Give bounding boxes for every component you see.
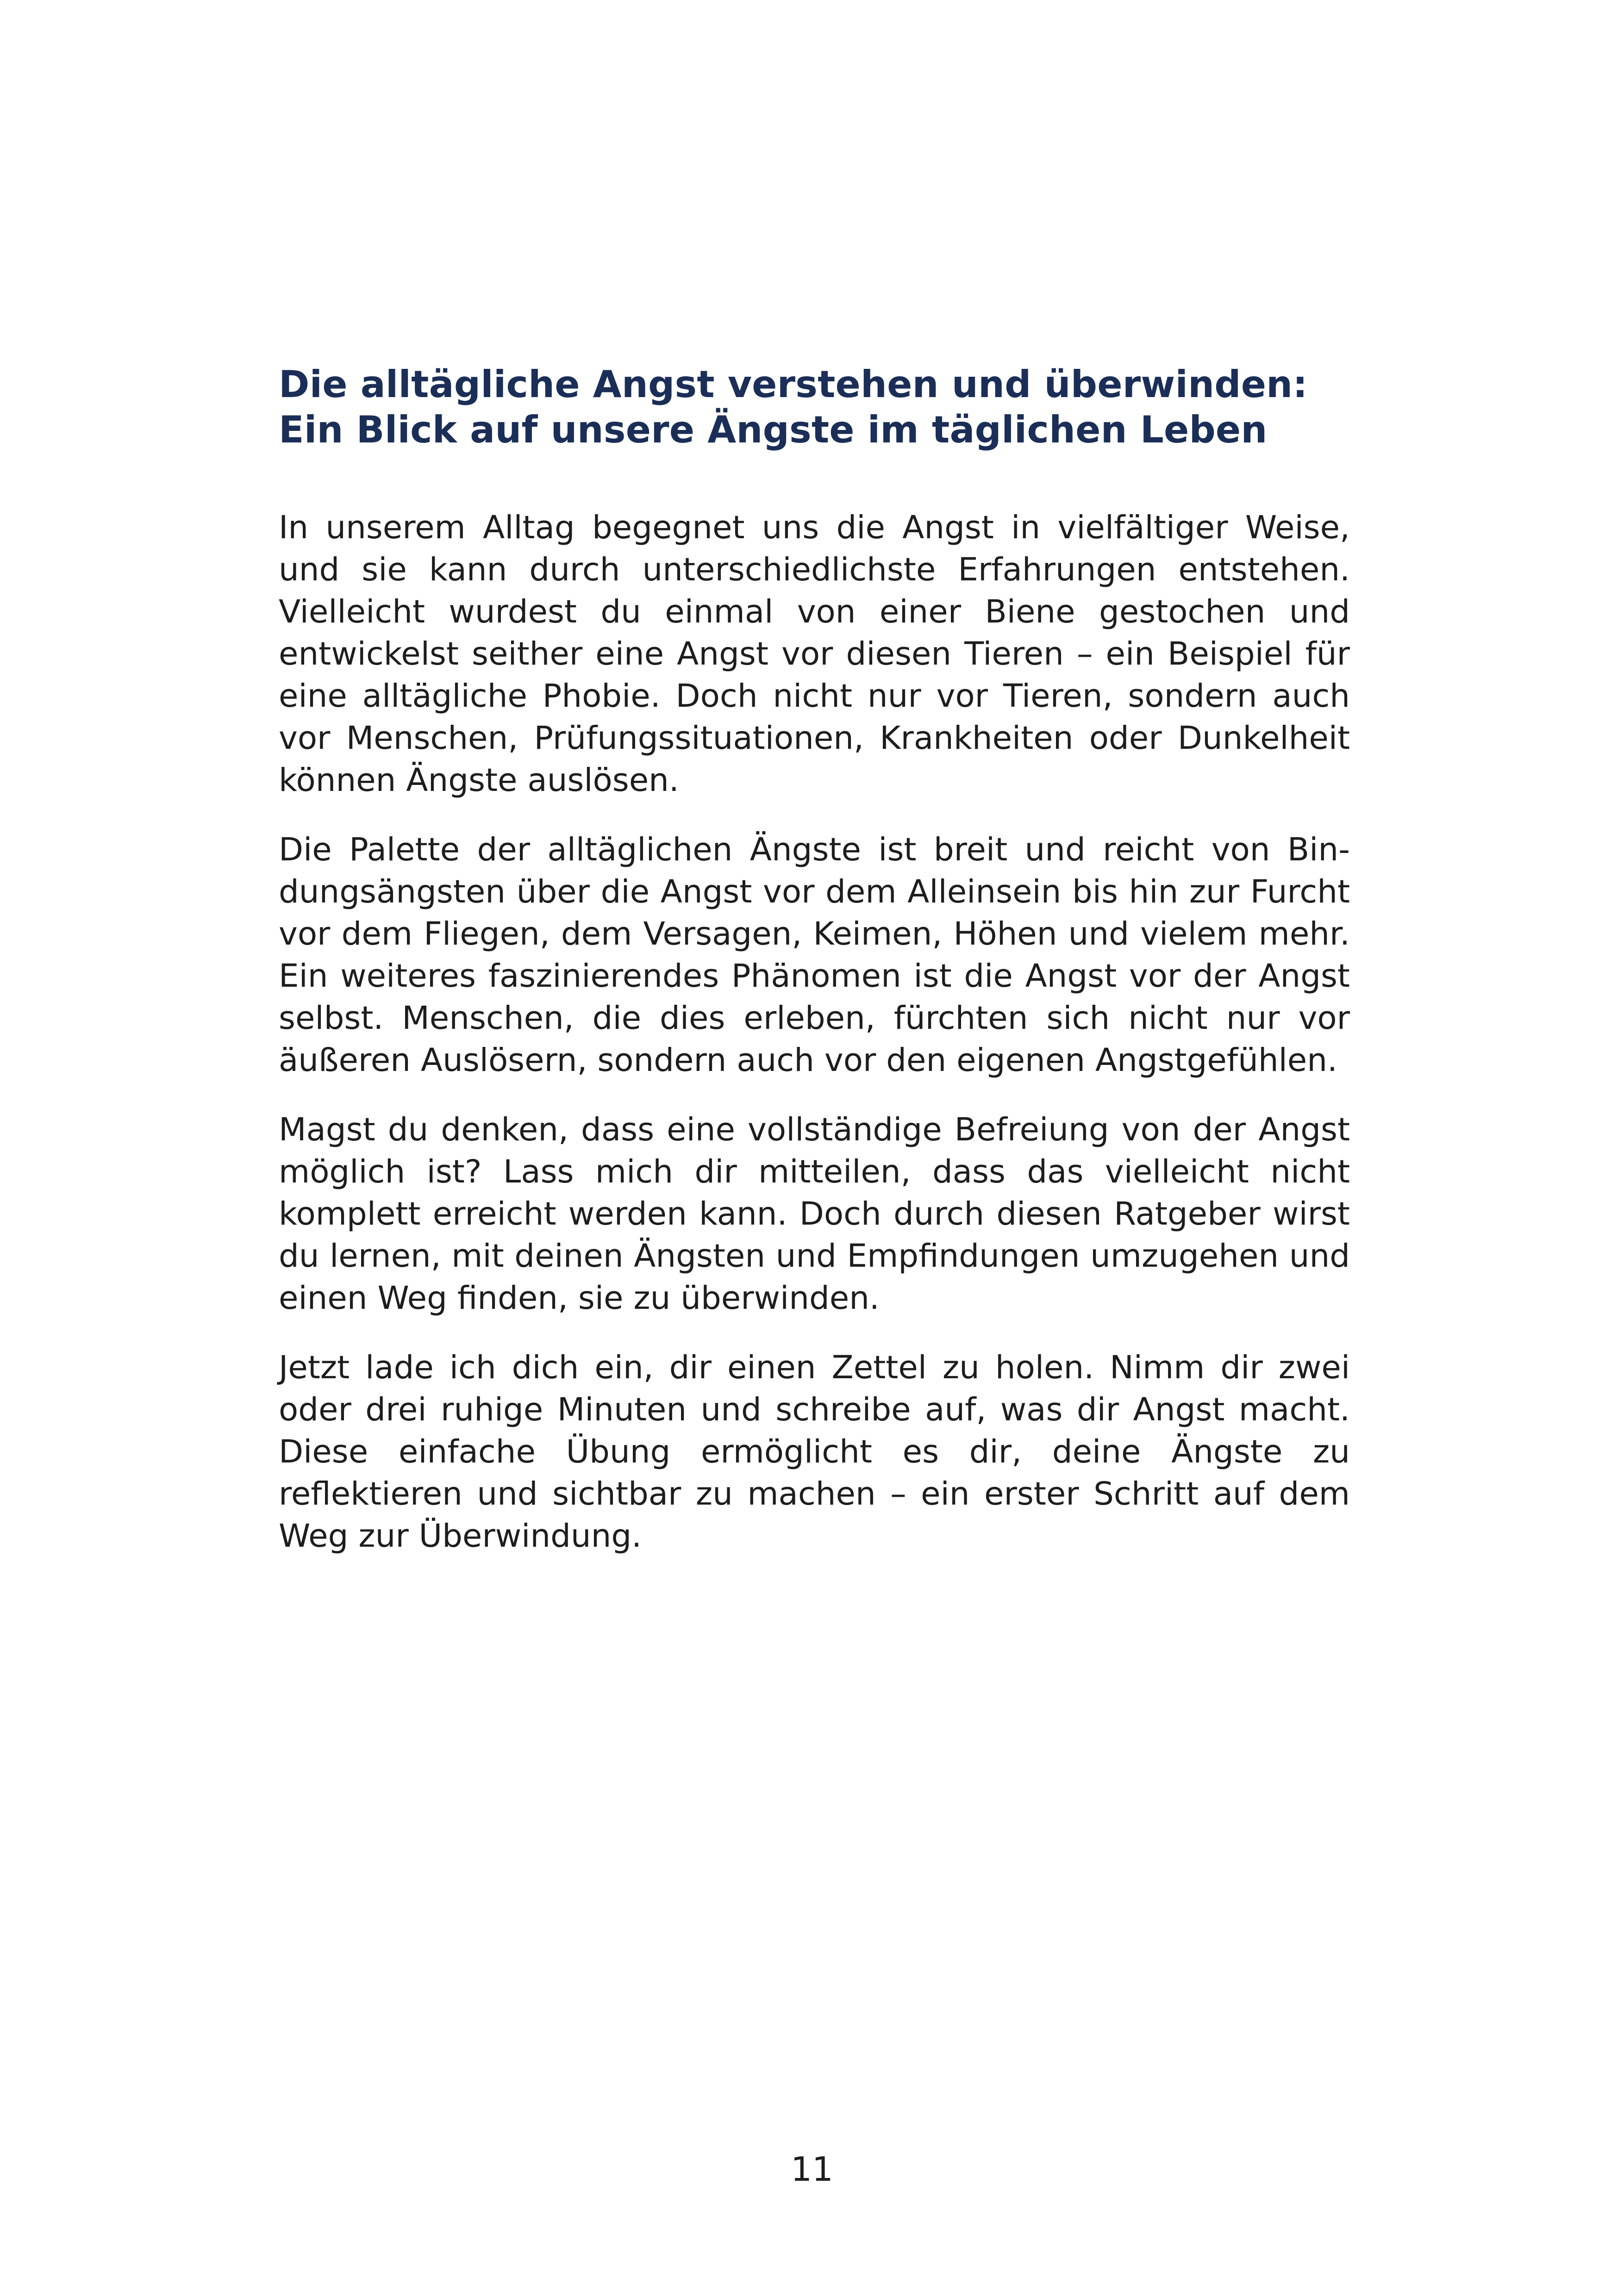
chapter-heading-line-1: Die alltägliche Angst verstehen und überwinden:: [279, 363, 1308, 406]
body-paragraph-3: Magst du denken, dass eine vollständige Befreiung von der Angst möglich ist? Lass mich dir mitteilen, dass das vielleicht nicht komplett erreicht werden kann. Doch durch diesen Ratgeber wirst du lernen, mit deinen Ängsten und Empfindungen umzugehen und einen Weg finden, sie zu überwinden.: [279, 1111, 1350, 1317]
chapter-heading-line-2: Ein Blick auf unsere Ängste im täglichen Leben: [279, 408, 1268, 451]
body-paragraph-1: In unserem Alltag begegnet uns die Angst in vielfältiger Weise, und sie kann durch unterschiedlichste Erfahrungen entstehen. Vielleicht wurdest du einmal von einer Biene gestochen und entwickelst seither eine Angst vor diesen Tieren – ein Beispiel für eine alltägliche Phobie. Doch nicht nur vor Tieren, sondern auch vor Menschen, Prüfungssituationen, Krankheiten oder Dunkelheit können Ängste auslösen.: [279, 509, 1350, 799]
body-paragraph-2: Die Palette der alltäglichen Ängste ist breit und reicht von Bindungsängsten über die Angst vor dem Alleinsein bis hin zur Furcht vor dem Fliegen, dem Versagen, Keimen, Höhen und vielem mehr. Ein weiteres faszinierendes Phänomen ist die Angst vor der Angst selbst. Menschen, die dies erleben, fürchten sich nicht nur vor äußeren Auslösern, sondern auch vor den eigenen Angstgefühlen.: [279, 831, 1350, 1079]
page-number: 11: [791, 2150, 833, 2189]
page-content: [279, 362, 1350, 1557]
body-paragraph-4: Jetzt lade ich dich ein, dir einen Zettel zu holen. Nimm dir zwei oder drei ruhige Minuten und schreibe auf, was dir Angst macht. Diese einfache Übung ermöglicht es dir, deine Ängste zu reflektieren und sichtbar zu machen – ein erster Schritt auf dem Weg zur Überwindung.: [279, 1349, 1350, 1555]
chapter-heading: [279, 362, 1350, 453]
